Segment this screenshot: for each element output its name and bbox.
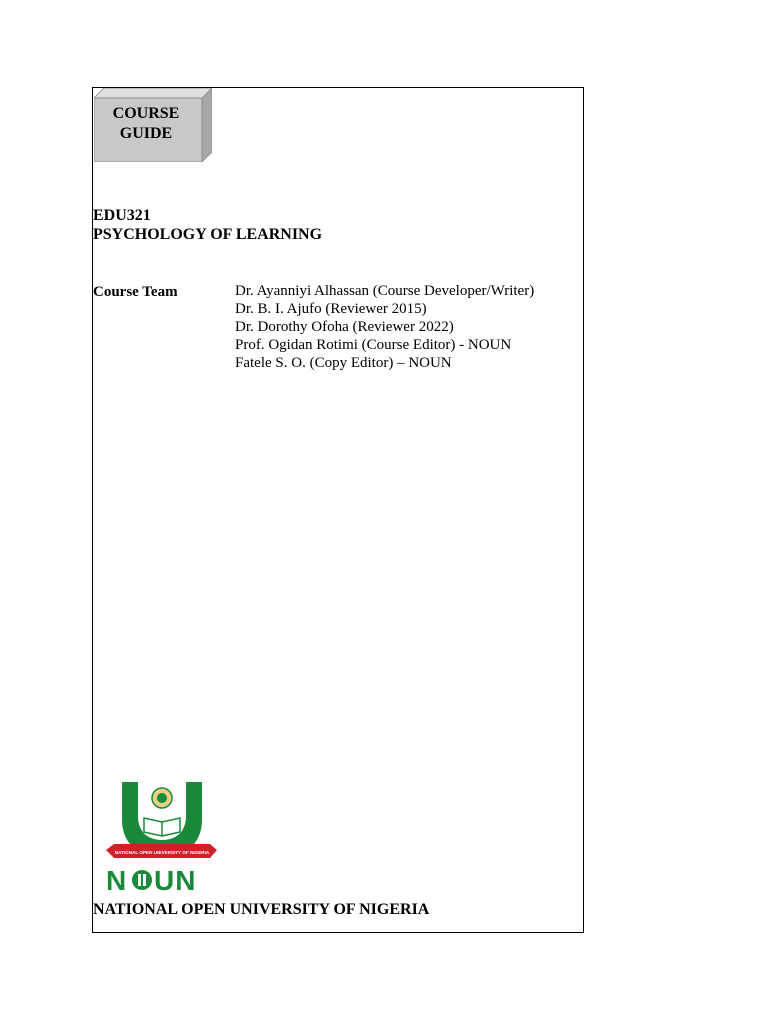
svg-text:UN: UN <box>154 865 197 896</box>
institution-name: NATIONAL OPEN UNIVERSITY OF NIGERIA <box>93 901 430 918</box>
course-title: PSYCHOLOGY OF LEARNING <box>93 226 323 243</box>
course-guide-label <box>94 104 198 144</box>
course-team-list <box>235 282 534 372</box>
noun-logo <box>104 778 219 896</box>
course-guide-line2: GUIDE <box>119 125 173 142</box>
svg-text:N: N <box>106 865 128 896</box>
team-member: Fatele S. O. (Copy Editor) – NOUN <box>235 355 452 371</box>
svg-text:NATIONAL OPEN UNIVERSITY OF NI: NATIONAL OPEN UNIVERSITY OF NIGERIA <box>114 850 210 855</box>
course-guide-line1: COURSE <box>112 105 180 122</box>
course-guide-box <box>94 88 212 162</box>
course-team-label: Course Team <box>93 284 178 300</box>
team-member: Prof. Ogidan Rotimi (Course Editor) - NOUN <box>235 337 512 353</box>
team-member: Dr. Dorothy Ofoha (Reviewer 2022) <box>235 319 454 335</box>
noun-crest-icon <box>104 778 219 896</box>
team-member: Dr. Ayanniyi Alhassan (Course Developer/Writer) <box>235 283 535 299</box>
course-code: EDU321 <box>93 207 151 224</box>
team-member: Dr. B. I. Ajufo (Reviewer 2015) <box>235 301 427 317</box>
